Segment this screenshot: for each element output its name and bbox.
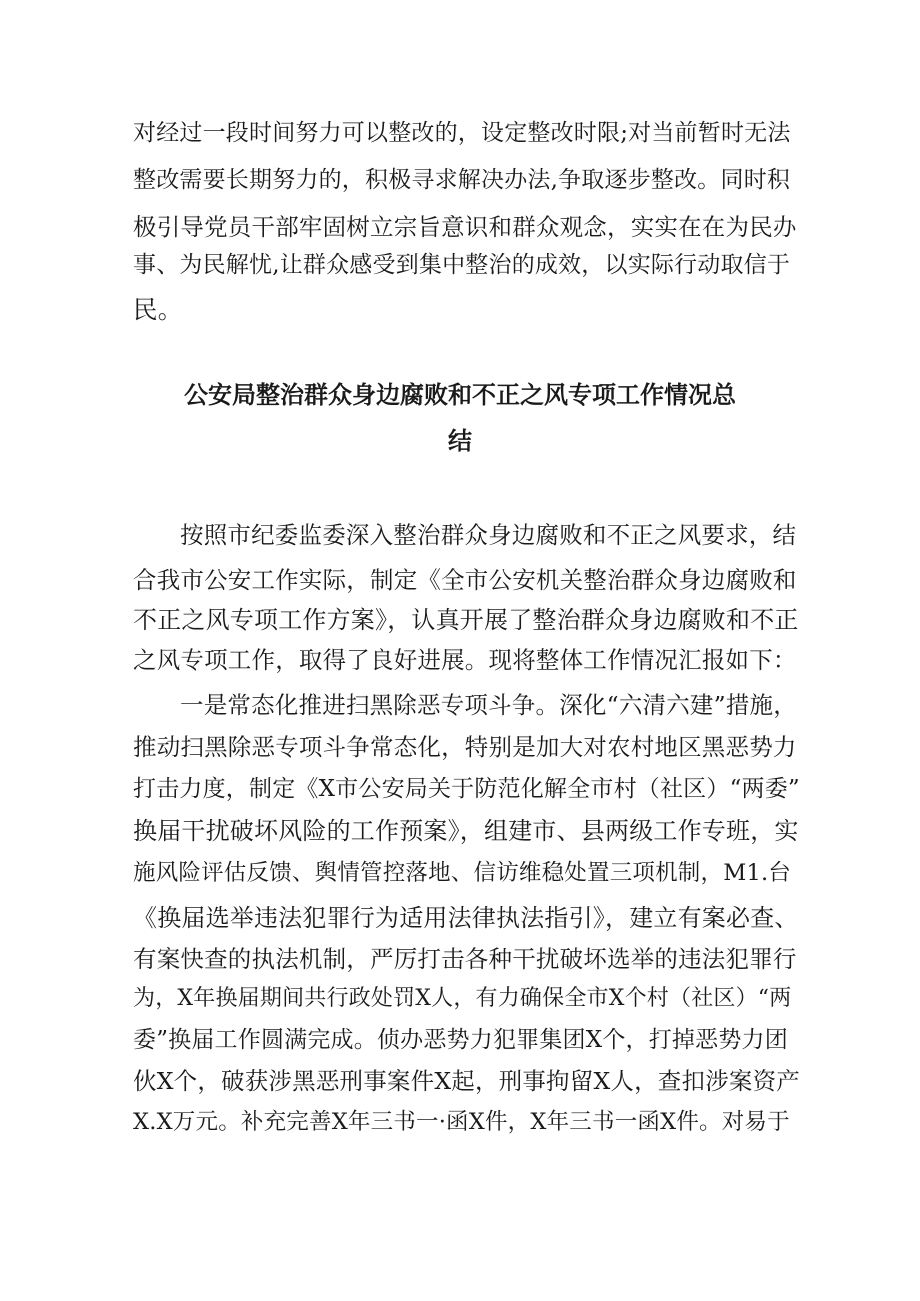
title-line-2: 结 <box>448 427 472 455</box>
paragraph-line: 伙X个，破获涉黑恶刑事案件X起，刑事拘留X人，查扣涉案资产 <box>133 1067 800 1095</box>
title-line-1: 公安局整治群众身边腐败和不正之风专项工作情况总 <box>184 381 736 409</box>
paragraph-line: 有案快查的执法机制，严厉打击各种干扰破坏选举的违法犯罪行 <box>133 945 797 973</box>
paragraph-line: 换届干扰破坏风险的工作预案》，组建市、县两级工作专班，实 <box>133 817 799 845</box>
paragraph-line: 按照市纪委监委深入整治群众身边腐败和不正之风要求，结 <box>180 521 797 549</box>
intro-line: 民。 <box>133 295 183 324</box>
intro-line: 极引导党员干部牢固树立宗旨意识和群众观念，实实在在为民办 <box>133 213 797 241</box>
paragraph-line: 为，X年换届期间共行政处罚X人，有力确保全市X个村（社区）“两 <box>133 986 792 1011</box>
paragraph-line: 打击力度，制定《X市公安局关于防范化解全市村（社区）“两委” <box>133 776 800 802</box>
intro-line: 整改需要长期努力的，积极寻求解决办法,争取逐步整改。同时积 <box>133 167 791 193</box>
paragraph-line: X.X万元。补充完善X年三书一·函X件，X年三书一函X件。对易于 <box>133 1109 790 1135</box>
paragraph-line: 之风专项工作，取得了良好进展。现将整体工作情况汇报如下： <box>133 646 797 674</box>
paragraph-line: 推动扫黑除恶专项斗争常态化，特别是加大对农村地区黑恶势力 <box>133 733 797 761</box>
intro-line: 对经过一段时间努力可以整改的，设定整改时限;对当前暂时无法 <box>133 120 791 146</box>
paragraph-line: 合我市公安工作实际，制定《全市公安机关整治群众身边腐败和 <box>133 566 797 594</box>
intro-line: 事、为民解忧,让群众感受到集中整治的成效，以实际行动取信于 <box>133 252 791 278</box>
paragraph-line: 一是常态化推进扫黑除恶专项斗争。深化“六清六建”措施， <box>180 691 797 719</box>
paragraph-line: 委”换届工作圆满完成。侦办恶势力犯罪集团X个，打掉恶势力团 <box>133 1027 788 1053</box>
paragraph-line: 不正之风专项工作方案》，认真开展了整治群众身边腐败和不正 <box>133 606 799 634</box>
paragraph-line: 《换届选举违法犯罪行为适用法律执法指引》，建立有案必查、 <box>133 904 799 932</box>
paragraph-line: 施风险评估反馈、舆情管控落地、信访维稳处置三项机制，M1.台 <box>133 860 792 886</box>
